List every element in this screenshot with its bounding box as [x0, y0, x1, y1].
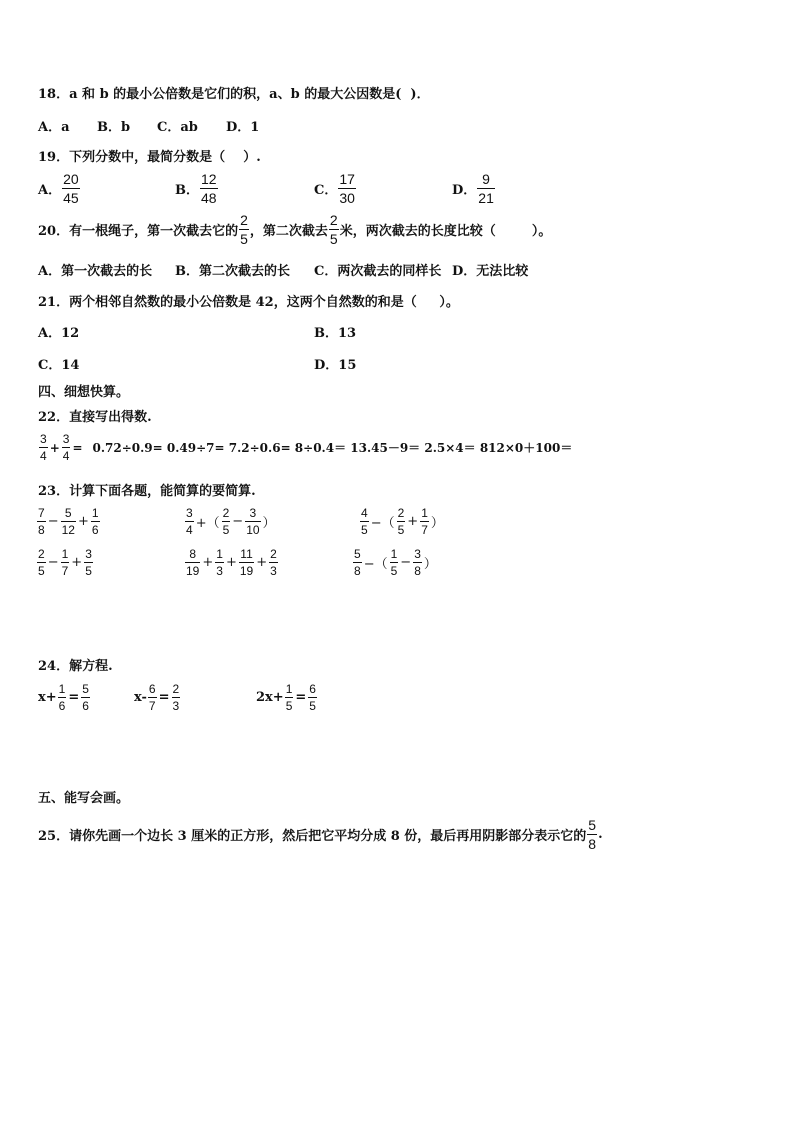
- question-20-option-d: D．无法比较: [452, 264, 529, 279]
- question-19-option-d: [452, 172, 496, 205]
- question-19-option-c: [314, 172, 357, 205]
- question-19-text: 19．下列分数中，最简分数是（ ）.: [38, 150, 261, 165]
- question-23-title: 23．计算下面各题，能简算的要简算.: [38, 484, 256, 499]
- fraction: $\frac{17}{30}$: [339, 171, 355, 206]
- question-20-option-b: B．第二次截去的长: [175, 264, 290, 279]
- fraction: $\frac{12}{48}$: [201, 171, 217, 206]
- question-18-text: 18．a 和 b 的最小公倍数是它们的积，a、b 的最大公因数是( )．: [38, 87, 430, 102]
- question-23-expression-2: $\frac{3}{4}$ +（ $\frac{2}{5}$ − $\frac{3}{10}$ ）: [186, 506, 276, 537]
- question-21-option-d: D．15: [314, 358, 357, 373]
- question-24-equation-3: 2x+ $\frac{1}{5}$ = $\frac{6}{5}$: [256, 682, 316, 713]
- question-18-option-a: A．a: [38, 120, 70, 135]
- question-18-option-d: D．1: [226, 120, 260, 135]
- question-24-equation-1: x+ $\frac{1}{6}$ = $\frac{5}{6}$: [38, 682, 89, 713]
- fraction: $\frac{2}{5}$: [329, 212, 338, 247]
- question-23-expression-1: $\frac{7}{8}$ − $\frac{5}{12}$ + $\frac{1}{6}$: [38, 506, 99, 537]
- question-21-option-c: C．14: [38, 358, 80, 373]
- option-label: A．: [38, 183, 62, 198]
- question-21-option-b: B．13: [314, 326, 357, 341]
- fraction: $\frac{3}{4}$: [62, 432, 70, 463]
- question-20-option-a: A．第一次截去的长: [38, 264, 153, 279]
- option-label: C．: [314, 183, 338, 198]
- fraction: $\frac{20}{45}$: [63, 171, 79, 206]
- option-label: B．: [175, 183, 199, 198]
- question-19-option-a: [38, 172, 81, 205]
- question-23-expression-5: $\frac{8}{19}$ + $\frac{1}{3}$ + $\frac{11}{19}$ + $\frac{2}{3}$: [186, 547, 277, 578]
- question-19-option-b: [175, 172, 219, 205]
- question-20-text: 20．有一根绳子，第一次截去它的 $\frac{2}{5}$ ，第二次截去 $\frac{2}{5}$ 米，两次截去的长度比较（ ）。: [38, 212, 552, 247]
- question-23-expression-3: $\frac{4}{5}$ −（ $\frac{2}{5}$ + $\frac{1}{7}$ ）: [361, 506, 444, 537]
- fraction: $\frac{3}{4}$: [40, 432, 47, 463]
- question-25-text: 25．请你先画一个边长 3 厘米的正方形，然后把它平均分成 8 份，最后再用阴影部分表示它的 $\frac{5}{8}$ .: [38, 817, 603, 852]
- question-20-option-c: C．两次截去的同样长: [314, 264, 442, 279]
- question-18-option-c: C．ab: [157, 120, 198, 135]
- question-22-title: 22．直接写出得数.: [38, 410, 152, 425]
- question-23-expression-4: $\frac{2}{5}$ − $\frac{1}{7}$ + $\frac{3}{5}$: [38, 547, 92, 578]
- question-18-option-b: B．b: [97, 120, 131, 135]
- fraction: $\frac{2}{5}$: [240, 212, 248, 247]
- option-label: D．: [452, 183, 477, 198]
- question-24-equation-2: x- $\frac{6}{7}$ = $\frac{2}{3}$: [134, 682, 180, 713]
- section-4-heading: 四、细想快算。: [38, 385, 130, 400]
- question-21-text: 21．两个相邻自然数的最小公倍数是 42，这两个自然数的和是（ ）。: [38, 295, 459, 310]
- question-23-expression-6: $\frac{5}{8}$ −（ $\frac{1}{5}$ − $\frac{3}{8}$ ）: [354, 547, 437, 578]
- fraction: $\frac{5}{8}$: [588, 817, 597, 852]
- section-5-heading: 五、能写会画。: [38, 791, 130, 806]
- question-21-option-a: A．12: [38, 326, 80, 341]
- question-22-expressions: $\frac{3}{4}$ + $\frac{3}{4}$ = 0.72÷0.9= 0.49÷7= 7.2÷0.6= 8÷0.4＝ 13.45－9＝ 2.5×4＝ 812×0＋100＝: [40, 432, 573, 463]
- fraction: $\frac{9}{21}$: [478, 171, 494, 206]
- question-24-title: 24．解方程.: [38, 659, 113, 674]
